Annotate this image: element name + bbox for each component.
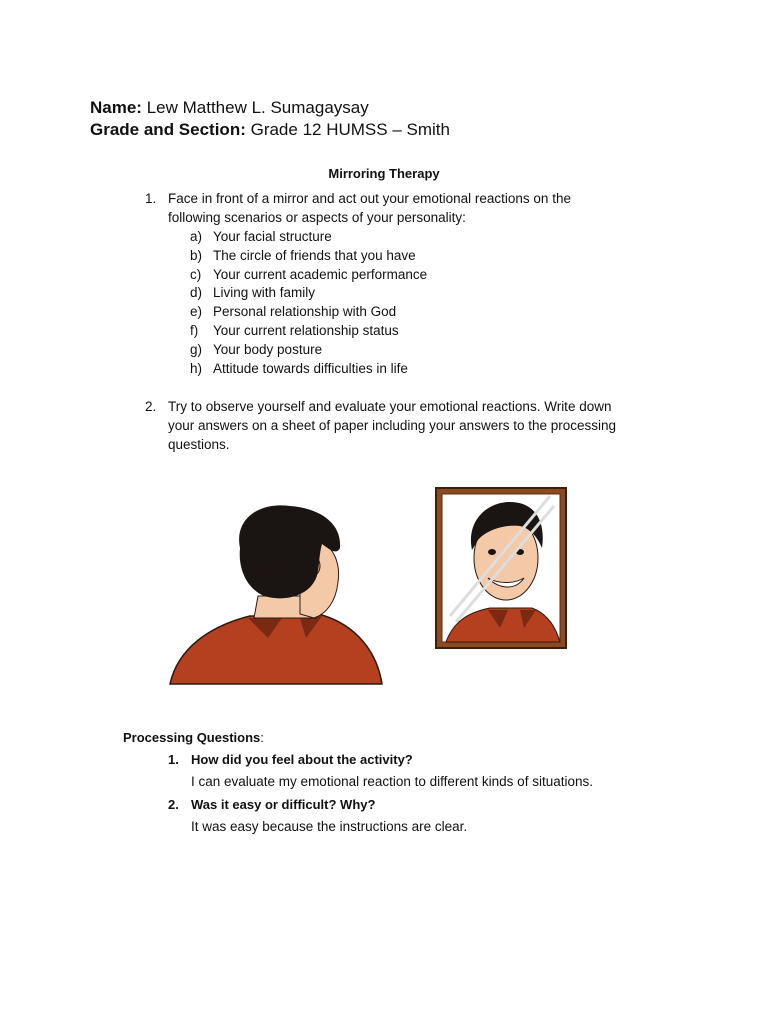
step-1-text: Face in front of a mirror and act out your emotional reactions on the following scenarios or aspects of your personality: — [168, 191, 571, 225]
grade-value: Grade 12 HUMSS – Smith — [245, 120, 450, 139]
grade-label: Grade and Section: — [90, 120, 246, 139]
answer-2: It was easy because the instructions are clear. — [191, 819, 468, 834]
step-1 — [145, 190, 625, 228]
question-2: 2. Was it easy or difficult? Why? — [168, 797, 376, 812]
grade-section-line — [90, 120, 450, 140]
step-2-number: 2. — [145, 399, 157, 414]
question-1: 1. How did you feel about the activity? — [168, 752, 413, 767]
student-name-line — [90, 98, 369, 118]
processing-questions-heading: Processing Questions: — [123, 730, 264, 745]
step-2-text: Try to observe yourself and evaluate your emotional reactions. Write down your answers on a sheet of paper including your answers to the processing questions. — [168, 399, 617, 452]
mirror-frame — [436, 488, 566, 648]
man-back-figure — [170, 505, 382, 684]
step-1-number: 1. — [145, 191, 157, 206]
answer-1: I can evaluate my emotional reaction to different kinds of situations. — [191, 774, 593, 789]
name-label: Name: — [90, 98, 142, 117]
page-title: Mirroring Therapy — [328, 166, 440, 181]
mirror-illustration — [150, 478, 580, 690]
step-2 — [145, 398, 625, 454]
name-value: Lew Matthew L. Sumagaysay — [141, 98, 369, 117]
